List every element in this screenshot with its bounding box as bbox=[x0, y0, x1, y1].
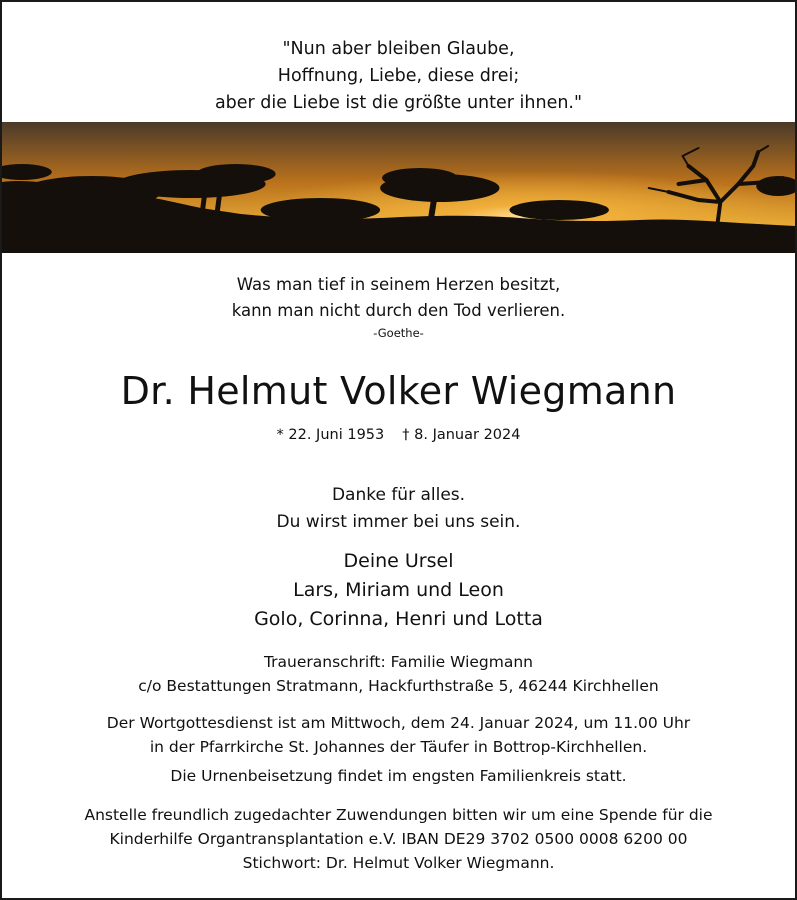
life-dates bbox=[2, 425, 795, 445]
thanks-message bbox=[2, 482, 795, 536]
donation-line-1: Anstelle freundlich zugedachter Zuwendungen bitten wir um eine Spende für die bbox=[84, 806, 713, 824]
goethe-quote-line-2: kann man nicht durch den Tod verlieren. bbox=[231, 301, 566, 320]
mourner-line-1: Deine Ursel bbox=[343, 550, 454, 572]
address-line-1: Traueranschrift: Familie Wiegmann bbox=[263, 653, 533, 671]
donation-line-2: Kinderhilfe Organtransplantation e.V. IBAN DE29 3702 0500 0008 6200 00 bbox=[109, 830, 688, 848]
birth-date: * 22. Juni 1953 bbox=[276, 427, 385, 443]
sunset-savanna-illustration bbox=[2, 122, 795, 253]
service-info bbox=[2, 711, 795, 788]
address-line-2: c/o Bestattungen Stratmann, Hackfurthstraße 5, 46244 Kirchhellen bbox=[138, 677, 659, 695]
goethe-quote-line-1: Was man tief in seinem Herzen besitzt, bbox=[236, 275, 561, 294]
bible-quote-line-3: aber die Liebe ist die größte unter ihnen." bbox=[214, 93, 583, 113]
deceased-name: Dr. Helmut Volker Wiegmann bbox=[120, 369, 677, 413]
bible-quote bbox=[2, 36, 795, 117]
mourner-line-2: Lars, Miriam und Leon bbox=[293, 579, 504, 601]
mourner-line-3: Golo, Corinna, Henri und Lotta bbox=[254, 608, 543, 630]
mourning-address bbox=[2, 650, 795, 698]
service-line-1: Der Wortgottesdienst ist am Mittwoch, dem 24. Januar 2024, um 11.00 Uhr bbox=[106, 714, 691, 732]
donation-line-3: Stichwort: Dr. Helmut Volker Wiegmann. bbox=[242, 854, 555, 872]
service-line-2: in der Pfarrkirche St. Johannes der Täufer in Bottrop-Kirchhellen. bbox=[149, 738, 648, 756]
bible-quote-line-2: Hoffnung, Liebe, diese drei; bbox=[277, 66, 520, 86]
death-date: † 8. Januar 2024 bbox=[402, 427, 521, 443]
bible-quote-line-1: "Nun aber bleiben Glaube, bbox=[282, 39, 515, 59]
donation-request bbox=[2, 803, 795, 875]
goethe-quote bbox=[2, 272, 795, 342]
thanks-line-1: Danke für alles. bbox=[331, 485, 466, 505]
thanks-line-2: Du wirst immer bei uns sein. bbox=[276, 512, 521, 532]
urn-burial-note: Die Urnenbeisetzung findet im engsten Familienkreis statt. bbox=[170, 767, 627, 785]
quote-author: -Goethe- bbox=[373, 326, 424, 340]
sunset-savanna-image bbox=[2, 122, 795, 253]
mourners-list bbox=[2, 547, 795, 634]
